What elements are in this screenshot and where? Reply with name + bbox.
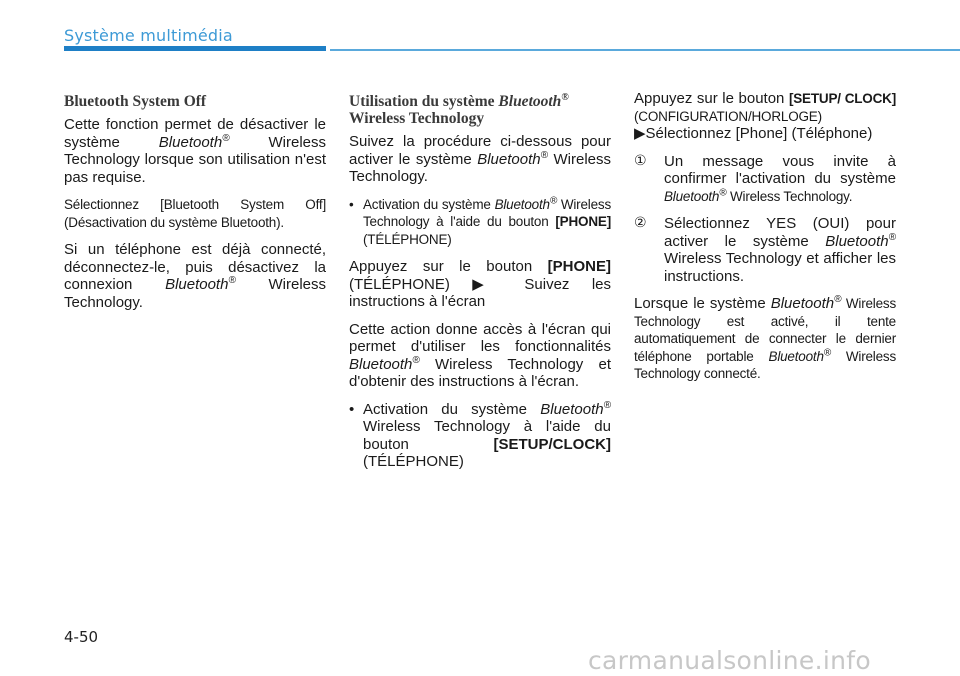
bluetooth-term: Bluetooth® xyxy=(158,132,230,151)
paragraph: Suivez la procédure ci-dessous pour activer le système Bluetooth® Wireless Technology. xyxy=(349,133,611,185)
bluetooth-term: Bluetooth® xyxy=(770,294,842,312)
bluetooth-term: Bluetooth® xyxy=(540,399,611,418)
list-item: • Activation du système Bluetooth® Wireless Technology à l'aide du bouton [PHONE] (TÉLÉPHONE) xyxy=(349,195,611,247)
list-item: • Activation du système Bluetooth® Wireless Technology à l'aide du bouton [SETUP/CLOCK] (TÉLÉPHONE) xyxy=(349,399,611,470)
paragraph: Cette action donne accès à l'écran qui permet d'utiliser les fonctionnalités Bluetooth® Wireless Technology et d'obtenir des instructions à l'écran. xyxy=(349,320,611,390)
watermark: carmanualsonline.info xyxy=(588,646,871,675)
bluetooth-term: Bluetooth® xyxy=(165,275,236,293)
paragraph: Sélectionnez [Bluetooth System Off] (Désactivation du système Bluetooth). xyxy=(64,197,326,230)
bluetooth-term: Bluetooth® xyxy=(768,347,831,364)
header-rule-thick xyxy=(64,46,326,51)
paragraph: Appuyez sur le bouton [PHONE] (TÉLÉPHONE) ▶ Suivez les instructions à l'écran xyxy=(349,258,611,310)
bluetooth-term: Bluetooth® xyxy=(349,354,420,373)
page-number: 4-50 xyxy=(64,628,99,646)
bluetooth-term: Bluetooth® xyxy=(477,149,548,168)
list-item: ② Sélectionnez YES (OUI) pour activer le système Bluetooth® Wireless Technology et afficher les instructions. xyxy=(634,215,896,285)
bullet-icon: • xyxy=(349,196,354,212)
bluetooth-term: Bluetooth® xyxy=(494,195,557,212)
bullet-icon: • xyxy=(349,400,355,418)
heading-bluetooth-system-off: Bluetooth System Off xyxy=(64,93,207,110)
bluetooth-term: Bluetooth® xyxy=(664,187,727,204)
paragraph: Appuyez sur le bouton [SETUP/ CLOCK] (CONFIGURATION/HORLOGE) ▶Sélectionnez [Phone] (Téléphone) xyxy=(634,90,897,142)
heading-using-bluetooth: Utilisation du système Bluetooth® Wireless Technology xyxy=(349,91,569,127)
section-title: Système multimédia xyxy=(64,26,233,45)
paragraph: Cette fonction permet de désactiver le système Bluetooth® Wireless Technology lorsque son utilisation n'est pas requise. xyxy=(64,116,327,186)
column-1 xyxy=(64,90,326,321)
step-1-icon: ① xyxy=(634,152,647,169)
paragraph: Si un téléphone est déjà connecté, déconnectez-le, puis désactivez la connexion Bluetooth® Wireless Technology. xyxy=(64,241,326,311)
bluetooth-term: Bluetooth® xyxy=(825,231,896,250)
column-3 xyxy=(634,90,896,393)
list-item: ① Un message vous invite à confirmer l'activation du système Bluetooth® Wireless Technology. xyxy=(634,152,896,204)
step-2-icon: ② xyxy=(634,215,647,231)
header-rule-thin xyxy=(330,49,960,51)
paragraph: Lorsque le système Bluetooth® Wireless Technology est activé, il tente automatiquement de connecter le dernier téléphone portable Bluetooth® Wireless Technology connecté. xyxy=(634,294,897,381)
column-2 xyxy=(349,90,611,481)
